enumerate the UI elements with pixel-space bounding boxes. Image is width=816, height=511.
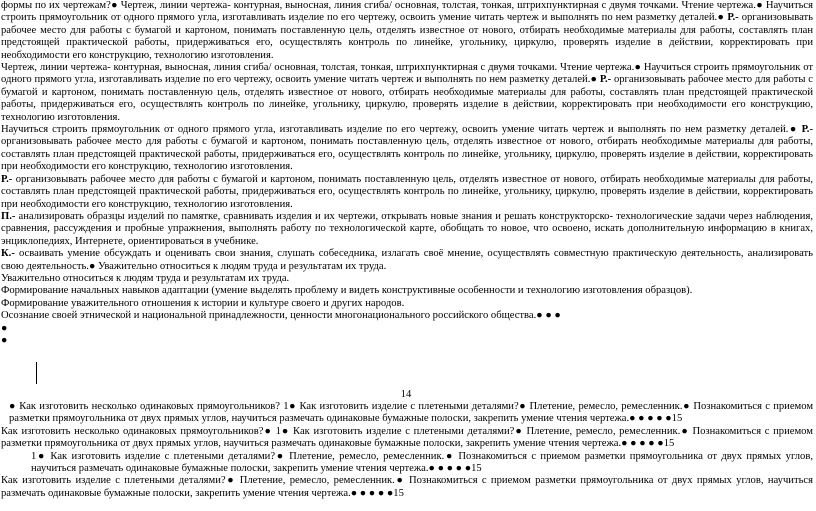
bullet-icon: ● bbox=[280, 425, 290, 437]
text-run: Плетение, ремесло, ремесленник. bbox=[284, 450, 445, 462]
text-run: Уважительно относиться к людям труда и результатам их труда. bbox=[95, 260, 387, 272]
text-run: Познакомиться с приемом разметки прямоугольника от двух прямых углов, научиться размечать одинаковые бумажные полоски, закрепить умение чтения чертежа. bbox=[1, 475, 813, 499]
text-run: ● ● ● ● ●15 bbox=[350, 487, 404, 499]
regulatory-label: Р.- bbox=[797, 124, 813, 136]
paragraph-4 bbox=[1, 174, 813, 211]
text-run: ● ● ● ● ●15 bbox=[629, 413, 683, 425]
text-run: Как изготовить изделие с плетеными деталями? bbox=[46, 450, 276, 462]
text-run: 1 bbox=[271, 425, 281, 437]
bullet-icon: ● bbox=[680, 425, 689, 437]
paragraph-5 bbox=[1, 211, 813, 248]
document-body bbox=[1, 0, 813, 347]
text-run: Познакомиться с приемом разметки прямоугольника от двух прямых углов, научиться размечать одинаковые бумажные полоски, закрепить умение чтения чертежа. bbox=[9, 401, 814, 425]
text-run: осваивать умение обсуждать и оценивать свои знания, слушать собеседника, излагать своё мнение, осуществлять совместную практическую деятельность, анализировать свою деятельность. bbox=[1, 248, 813, 272]
text-run: Чертеж, линии чертежа- контурная, выносная, линия сгиба/ основная, толстая, тонкая, штрихпунктирная с двумя точками. Чтение чертежа. bbox=[1, 62, 635, 74]
cognitive-label: П.- bbox=[1, 210, 16, 222]
text-run: Как изготовить изделие с плетеными деталями? bbox=[289, 425, 515, 437]
lesson-topics bbox=[1, 401, 813, 500]
text-run: Плетение, ремесло, ремесленник. bbox=[526, 401, 683, 412]
text-run: анализировать образцы изделий по памятке, сравнивать изделия и их чертежи, открывать новые знания и решать конструкторско- технологические задачи через наблюдения, сравнения, рассуждения и пробные упражнения, выполнять работу по технологической карте, обобщать то новое, что освоено, искать дополнительную информацию в книгах, энциклопедиях, Интернете, ориентироваться в учебнике. bbox=[1, 210, 813, 247]
bullet-icon: ● bbox=[717, 12, 725, 24]
text-run: Как изготовить изделие с плетеными деталями? bbox=[1, 475, 226, 487]
text-run: Познакомиться с приемом разметки прямоугольника от двух прямых углов, научиться размечать одинаковые бумажные полоски, закрепить умение чтения чертежа. bbox=[31, 450, 813, 475]
text-run: организовывать рабочее место для работы с бумагой и картоном, понимать поставленную цель, отделять известное от нового, отбирать необходимые материалы для работы, составлять план предстоящей практической работы, придерживаться его, осуществлять контроль по линейке, угольнику, циркулю, проверять изделие в действии, корректировать при необходимости его конструкцию, технологию изготовления. bbox=[1, 74, 813, 123]
text-run: Научиться строить прямоугольник от одного прямого угла, изготавливать изделие по его чертежу, освоить умение читать чертеж и выполнять по нем разметку деталей. bbox=[1, 62, 813, 86]
text-run: Научиться строить прямоугольник от одного прямого угла, изготавливать изделие по его чертежу, освоить умение читать чертеж и выполнять по нем разметку деталей. bbox=[1, 124, 789, 136]
paragraph-10 bbox=[1, 310, 813, 322]
bullet-icon: ● bbox=[518, 401, 527, 412]
bullet-icon: ● bbox=[682, 401, 691, 412]
bullet-icon: ● bbox=[288, 401, 297, 412]
text-run: Как изготовить изделие с плетеными деталями? bbox=[296, 401, 519, 412]
paragraph-9: Формирование уважительного отношения к истории и культуре своего и других народов. bbox=[1, 297, 405, 309]
paragraph-2 bbox=[1, 62, 813, 124]
text-run: ● ● ● ● ●15 bbox=[428, 463, 482, 475]
text-run: 1 bbox=[280, 401, 289, 412]
bullet-icon: ● ● ● bbox=[536, 310, 561, 322]
topic-paragraph-2 bbox=[1, 426, 813, 451]
topic-paragraph-1 bbox=[1, 401, 813, 426]
bullet-line: ● bbox=[1, 334, 8, 346]
bullet-icon: ● bbox=[225, 475, 236, 487]
vertical-rule bbox=[36, 362, 37, 384]
bullet-icon: ● bbox=[394, 475, 405, 487]
bullet-icon: ● bbox=[263, 425, 272, 437]
bullet-icon: ● bbox=[788, 124, 798, 136]
regulatory-label: Р.- bbox=[1, 173, 13, 185]
bullet-icon: ● bbox=[36, 450, 47, 462]
bullet-icon: ● bbox=[110, 0, 118, 11]
regulatory-label: Р.- bbox=[597, 74, 612, 86]
page-number: 14 bbox=[400, 389, 412, 400]
text-run: Познакомиться с приемом разметки прямоугольника от двух прямых углов, научиться размечать одинаковые бумажные полоски, закрепить умение чтения чертежа. bbox=[1, 425, 813, 450]
bullet-icon: ● bbox=[275, 450, 285, 462]
paragraph-6 bbox=[1, 248, 813, 273]
communicative-label: К.- bbox=[1, 248, 15, 260]
paragraph-3 bbox=[1, 124, 813, 174]
text-run: Плетение, ремесло, ремесленник. bbox=[522, 425, 681, 437]
text-run: Чертеж, линии чертежа- контурная, выносная, линия сгиба/ основная, толстая, тонкая, штрихпунктирная с двумя точками. Чтение чертежа. bbox=[117, 0, 756, 11]
topic-paragraph-4 bbox=[1, 475, 813, 500]
text-run: организовывать рабочее место для работы с бумагой и картоном, понимать поставленную цель, отделять известное от нового, отбирать необходимые материалы для работы, составлять план предстоящей практической работы, придерживаться его, осуществлять контроль по линейке, угольнику, циркулю, проверять изделие в действии, корректировать при необходимости его конструкцию, технологию изготовления. bbox=[1, 12, 813, 61]
bullet-icon: ● bbox=[444, 450, 455, 462]
text-run: ● ● ● ● ●15 bbox=[621, 438, 675, 450]
text-run: организовывать рабочее место для работы с бумагой и картоном, понимать поставленную цель, отделять известное от нового, отбирать необходимые материалы для работы, составлять план предстоящей практической работы, придерживаться его, осуществлять контроль по линейке, угольнику, циркулю, проверять изделие в действии, корректировать при необходимости его конструкцию, технологию изготовления. bbox=[1, 136, 813, 173]
text-run: Как изготовить несколько одинаковых прямоугольников? bbox=[16, 401, 280, 412]
text-run: организовывать рабочее место для работы с бумагой и картоном, понимать поставленную цель, отделять известное от нового, отбирать необходимые материалы для работы, составлять план предстоящей практической работы, придерживаться его, осуществлять контроль по линейке, угольнику, циркулю, проверять изделие в действии, корректировать при необходимости его конструкцию, технологию изготовления. bbox=[1, 173, 813, 210]
bullet-icon: ● bbox=[590, 74, 598, 86]
bullet-line: ● bbox=[1, 322, 8, 334]
bullet-icon: ● bbox=[9, 401, 17, 412]
regulatory-label: Р.- bbox=[724, 12, 739, 24]
paragraph-8: Формирование начальных навыков адаптации (умение выделять проблему и видеть конструктивные особенности и технологию изготовления образцов). bbox=[1, 285, 693, 297]
text-run: Осознание своей этнической и национальной принадлежности, ценности многонационального российского общества. bbox=[1, 310, 537, 322]
paragraph-1 bbox=[1, 0, 813, 62]
bullet-icon: ● bbox=[88, 260, 96, 272]
topic-paragraph-3 bbox=[1, 451, 813, 476]
text-run: Как изготовить несколько одинаковых прямоугольников? bbox=[1, 425, 264, 437]
bullet-icon: ● bbox=[755, 0, 763, 11]
paragraph-7: Уважительно относиться к людям труда и результатам их труда. bbox=[1, 272, 290, 284]
text-run: 1 bbox=[31, 450, 37, 462]
text-run: Плетение, ремесло, ремесленник. bbox=[235, 475, 395, 487]
text-run: Научиться строить прямоугольник от одного прямого угла, изготавливать изделие по его чертежу, освоить умение читать чертеж и выполнять по нем разметку деталей. bbox=[1, 0, 814, 24]
bullet-icon: ● bbox=[514, 425, 523, 437]
text-run: формы по их чертежам? bbox=[1, 0, 111, 11]
bullet-icon: ● bbox=[634, 62, 642, 74]
